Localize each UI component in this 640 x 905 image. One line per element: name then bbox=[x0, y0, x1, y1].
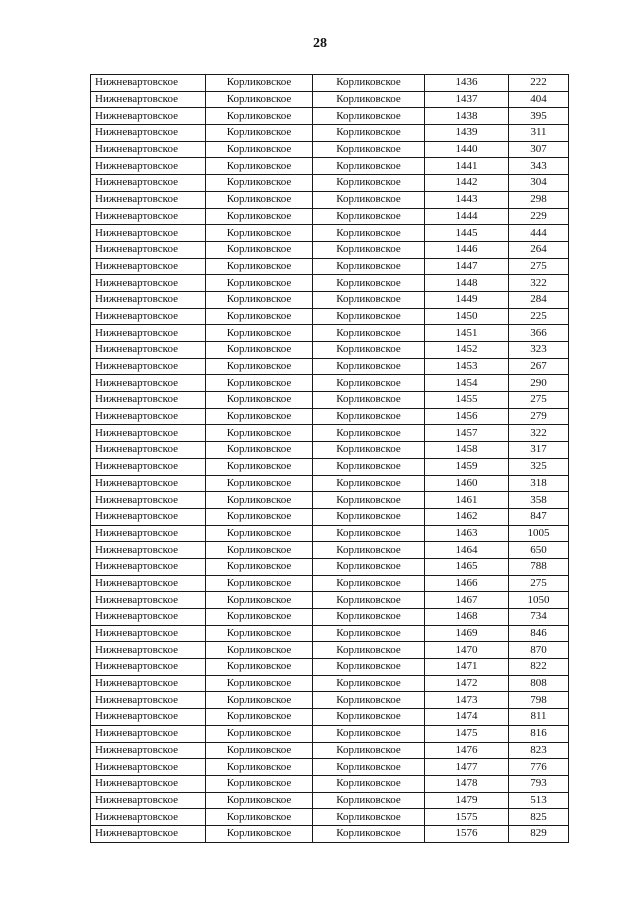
table-row bbox=[91, 458, 569, 475]
value-cell: 395 bbox=[509, 108, 569, 125]
table-row bbox=[91, 575, 569, 592]
table-row bbox=[91, 158, 569, 175]
value-cell: 825 bbox=[509, 809, 569, 826]
well-number-cell: 1467 bbox=[425, 592, 509, 609]
well-number-cell: 1437 bbox=[425, 91, 509, 108]
registry-table bbox=[90, 74, 569, 843]
district-cell: Нижневартовское bbox=[91, 825, 206, 842]
license-area-cell: Корликовское bbox=[206, 809, 313, 826]
district-cell: Нижневартовское bbox=[91, 458, 206, 475]
field-cell: Корликовское bbox=[313, 141, 425, 158]
table-row bbox=[91, 709, 569, 726]
value-cell: 304 bbox=[509, 175, 569, 192]
well-number-cell: 1575 bbox=[425, 809, 509, 826]
value-cell: 366 bbox=[509, 325, 569, 342]
field-cell: Корликовское bbox=[313, 158, 425, 175]
field-cell: Корликовское bbox=[313, 725, 425, 742]
district-cell: Нижневартовское bbox=[91, 241, 206, 258]
district-cell: Нижневартовское bbox=[91, 508, 206, 525]
table-row bbox=[91, 275, 569, 292]
table-row bbox=[91, 625, 569, 642]
district-cell: Нижневартовское bbox=[91, 492, 206, 509]
field-cell: Корликовское bbox=[313, 91, 425, 108]
well-number-cell: 1447 bbox=[425, 258, 509, 275]
field-cell: Корликовское bbox=[313, 291, 425, 308]
district-cell: Нижневартовское bbox=[91, 291, 206, 308]
value-cell: 811 bbox=[509, 709, 569, 726]
well-number-cell: 1436 bbox=[425, 75, 509, 92]
value-cell: 513 bbox=[509, 792, 569, 809]
license-area-cell: Корликовское bbox=[206, 525, 313, 542]
field-cell: Корликовское bbox=[313, 692, 425, 709]
well-number-cell: 1468 bbox=[425, 609, 509, 626]
field-cell: Корликовское bbox=[313, 825, 425, 842]
license-area-cell: Корликовское bbox=[206, 225, 313, 242]
license-area-cell: Корликовское bbox=[206, 408, 313, 425]
license-area-cell: Корликовское bbox=[206, 825, 313, 842]
field-cell: Корликовское bbox=[313, 592, 425, 609]
value-cell: 846 bbox=[509, 625, 569, 642]
license-area-cell: Корликовское bbox=[206, 258, 313, 275]
value-cell: 222 bbox=[509, 75, 569, 92]
district-cell: Нижневартовское bbox=[91, 208, 206, 225]
well-number-cell: 1475 bbox=[425, 725, 509, 742]
well-number-cell: 1446 bbox=[425, 241, 509, 258]
license-area-cell: Корликовское bbox=[206, 792, 313, 809]
license-area-cell: Корликовское bbox=[206, 108, 313, 125]
value-cell: 298 bbox=[509, 191, 569, 208]
value-cell: 847 bbox=[509, 508, 569, 525]
value-cell: 776 bbox=[509, 759, 569, 776]
district-cell: Нижневартовское bbox=[91, 692, 206, 709]
district-cell: Нижневартовское bbox=[91, 375, 206, 392]
value-cell: 323 bbox=[509, 342, 569, 359]
well-number-cell: 1453 bbox=[425, 358, 509, 375]
license-area-cell: Корликовское bbox=[206, 125, 313, 142]
table-row bbox=[91, 558, 569, 575]
district-cell: Нижневартовское bbox=[91, 442, 206, 459]
district-cell: Нижневартовское bbox=[91, 542, 206, 559]
table-row bbox=[91, 208, 569, 225]
table-row bbox=[91, 675, 569, 692]
table-row bbox=[91, 291, 569, 308]
field-cell: Корликовское bbox=[313, 208, 425, 225]
value-cell: 275 bbox=[509, 575, 569, 592]
license-area-cell: Корликовское bbox=[206, 558, 313, 575]
well-number-cell: 1439 bbox=[425, 125, 509, 142]
district-cell: Нижневартовское bbox=[91, 742, 206, 759]
table-row bbox=[91, 442, 569, 459]
district-cell: Нижневартовское bbox=[91, 75, 206, 92]
well-number-cell: 1456 bbox=[425, 408, 509, 425]
district-cell: Нижневартовское bbox=[91, 191, 206, 208]
field-cell: Корликовское bbox=[313, 175, 425, 192]
district-cell: Нижневартовское bbox=[91, 792, 206, 809]
district-cell: Нижневартовское bbox=[91, 725, 206, 742]
field-cell: Корликовское bbox=[313, 525, 425, 542]
value-cell: 734 bbox=[509, 609, 569, 626]
license-area-cell: Корликовское bbox=[206, 358, 313, 375]
value-cell: 229 bbox=[509, 208, 569, 225]
license-area-cell: Корликовское bbox=[206, 625, 313, 642]
field-cell: Корликовское bbox=[313, 258, 425, 275]
license-area-cell: Корликовское bbox=[206, 492, 313, 509]
license-area-cell: Корликовское bbox=[206, 692, 313, 709]
field-cell: Корликовское bbox=[313, 125, 425, 142]
table-row bbox=[91, 792, 569, 809]
table-row bbox=[91, 342, 569, 359]
license-area-cell: Корликовское bbox=[206, 609, 313, 626]
district-cell: Нижневартовское bbox=[91, 91, 206, 108]
value-cell: 318 bbox=[509, 475, 569, 492]
district-cell: Нижневартовское bbox=[91, 609, 206, 626]
well-number-cell: 1463 bbox=[425, 525, 509, 542]
table-row bbox=[91, 91, 569, 108]
well-number-cell: 1471 bbox=[425, 659, 509, 676]
district-cell: Нижневартовское bbox=[91, 308, 206, 325]
well-number-cell: 1576 bbox=[425, 825, 509, 842]
table-row bbox=[91, 191, 569, 208]
value-cell: 267 bbox=[509, 358, 569, 375]
district-cell: Нижневартовское bbox=[91, 575, 206, 592]
district-cell: Нижневартовское bbox=[91, 158, 206, 175]
license-area-cell: Корликовское bbox=[206, 291, 313, 308]
license-area-cell: Корликовское bbox=[206, 458, 313, 475]
table-row bbox=[91, 542, 569, 559]
license-area-cell: Корликовское bbox=[206, 308, 313, 325]
license-area-cell: Корликовское bbox=[206, 575, 313, 592]
table-body bbox=[91, 75, 569, 843]
well-number-cell: 1455 bbox=[425, 392, 509, 409]
district-cell: Нижневартовское bbox=[91, 342, 206, 359]
well-number-cell: 1457 bbox=[425, 425, 509, 442]
value-cell: 808 bbox=[509, 675, 569, 692]
table-row bbox=[91, 258, 569, 275]
well-number-cell: 1460 bbox=[425, 475, 509, 492]
license-area-cell: Корликовское bbox=[206, 392, 313, 409]
table-row bbox=[91, 175, 569, 192]
table-row bbox=[91, 592, 569, 609]
license-area-cell: Корликовское bbox=[206, 208, 313, 225]
well-number-cell: 1476 bbox=[425, 742, 509, 759]
value-cell: 343 bbox=[509, 158, 569, 175]
value-cell: 823 bbox=[509, 742, 569, 759]
table-row bbox=[91, 241, 569, 258]
field-cell: Корликовское bbox=[313, 375, 425, 392]
well-number-cell: 1469 bbox=[425, 625, 509, 642]
field-cell: Корликовское bbox=[313, 75, 425, 92]
well-number-cell: 1478 bbox=[425, 775, 509, 792]
license-area-cell: Корликовское bbox=[206, 75, 313, 92]
license-area-cell: Корликовское bbox=[206, 175, 313, 192]
table-row bbox=[91, 492, 569, 509]
well-number-cell: 1444 bbox=[425, 208, 509, 225]
license-area-cell: Корликовское bbox=[206, 241, 313, 258]
district-cell: Нижневартовское bbox=[91, 425, 206, 442]
field-cell: Корликовское bbox=[313, 675, 425, 692]
district-cell: Нижневартовское bbox=[91, 392, 206, 409]
value-cell: 1005 bbox=[509, 525, 569, 542]
field-cell: Корликовское bbox=[313, 775, 425, 792]
table-row bbox=[91, 392, 569, 409]
well-number-cell: 1445 bbox=[425, 225, 509, 242]
well-number-cell: 1466 bbox=[425, 575, 509, 592]
value-cell: 822 bbox=[509, 659, 569, 676]
license-area-cell: Корликовское bbox=[206, 742, 313, 759]
table-row bbox=[91, 375, 569, 392]
field-cell: Корликовское bbox=[313, 659, 425, 676]
value-cell: 284 bbox=[509, 291, 569, 308]
license-area-cell: Корликовское bbox=[206, 542, 313, 559]
district-cell: Нижневартовское bbox=[91, 659, 206, 676]
field-cell: Корликовское bbox=[313, 492, 425, 509]
field-cell: Корликовское bbox=[313, 408, 425, 425]
license-area-cell: Корликовское bbox=[206, 275, 313, 292]
license-area-cell: Корликовское bbox=[206, 342, 313, 359]
well-number-cell: 1443 bbox=[425, 191, 509, 208]
well-number-cell: 1462 bbox=[425, 508, 509, 525]
district-cell: Нижневартовское bbox=[91, 325, 206, 342]
field-cell: Корликовское bbox=[313, 325, 425, 342]
table-row bbox=[91, 308, 569, 325]
field-cell: Корликовское bbox=[313, 108, 425, 125]
license-area-cell: Корликовское bbox=[206, 642, 313, 659]
field-cell: Корликовское bbox=[313, 625, 425, 642]
well-number-cell: 1442 bbox=[425, 175, 509, 192]
field-cell: Корликовское bbox=[313, 458, 425, 475]
table-row bbox=[91, 108, 569, 125]
field-cell: Корликовское bbox=[313, 275, 425, 292]
district-cell: Нижневартовское bbox=[91, 408, 206, 425]
field-cell: Корликовское bbox=[313, 742, 425, 759]
license-area-cell: Корликовское bbox=[206, 759, 313, 776]
well-number-cell: 1441 bbox=[425, 158, 509, 175]
district-cell: Нижневартовское bbox=[91, 475, 206, 492]
table-row bbox=[91, 692, 569, 709]
value-cell: 317 bbox=[509, 442, 569, 459]
district-cell: Нижневартовское bbox=[91, 625, 206, 642]
well-number-cell: 1452 bbox=[425, 342, 509, 359]
license-area-cell: Корликовское bbox=[206, 141, 313, 158]
well-number-cell: 1464 bbox=[425, 542, 509, 559]
district-cell: Нижневартовское bbox=[91, 558, 206, 575]
field-cell: Корликовское bbox=[313, 475, 425, 492]
license-area-cell: Корликовское bbox=[206, 191, 313, 208]
license-area-cell: Корликовское bbox=[206, 659, 313, 676]
table-row bbox=[91, 742, 569, 759]
table-row bbox=[91, 325, 569, 342]
field-cell: Корликовское bbox=[313, 809, 425, 826]
well-number-cell: 1448 bbox=[425, 275, 509, 292]
table-row bbox=[91, 642, 569, 659]
district-cell: Нижневартовское bbox=[91, 592, 206, 609]
district-cell: Нижневартовское bbox=[91, 358, 206, 375]
value-cell: 307 bbox=[509, 141, 569, 158]
value-cell: 650 bbox=[509, 542, 569, 559]
license-area-cell: Корликовское bbox=[206, 709, 313, 726]
district-cell: Нижневартовское bbox=[91, 775, 206, 792]
page-number: 28 bbox=[313, 36, 327, 51]
value-cell: 279 bbox=[509, 408, 569, 425]
table-row bbox=[91, 809, 569, 826]
district-cell: Нижневартовское bbox=[91, 275, 206, 292]
well-number-cell: 1473 bbox=[425, 692, 509, 709]
district-cell: Нижневартовское bbox=[91, 709, 206, 726]
field-cell: Корликовское bbox=[313, 358, 425, 375]
value-cell: 1050 bbox=[509, 592, 569, 609]
table-row bbox=[91, 225, 569, 242]
well-number-cell: 1454 bbox=[425, 375, 509, 392]
table-row bbox=[91, 125, 569, 142]
well-number-cell: 1449 bbox=[425, 291, 509, 308]
table-row bbox=[91, 525, 569, 542]
field-cell: Корликовское bbox=[313, 191, 425, 208]
district-cell: Нижневартовское bbox=[91, 809, 206, 826]
district-cell: Нижневартовское bbox=[91, 525, 206, 542]
field-cell: Корликовское bbox=[313, 759, 425, 776]
table-row bbox=[91, 408, 569, 425]
value-cell: 264 bbox=[509, 241, 569, 258]
table-row bbox=[91, 141, 569, 158]
well-number-cell: 1450 bbox=[425, 308, 509, 325]
well-number-cell: 1458 bbox=[425, 442, 509, 459]
license-area-cell: Корликовское bbox=[206, 91, 313, 108]
district-cell: Нижневартовское bbox=[91, 225, 206, 242]
table-row bbox=[91, 775, 569, 792]
table-row bbox=[91, 759, 569, 776]
license-area-cell: Корликовское bbox=[206, 725, 313, 742]
well-number-cell: 1479 bbox=[425, 792, 509, 809]
field-cell: Корликовское bbox=[313, 392, 425, 409]
well-number-cell: 1451 bbox=[425, 325, 509, 342]
field-cell: Корликовское bbox=[313, 241, 425, 258]
table-row bbox=[91, 609, 569, 626]
value-cell: 275 bbox=[509, 258, 569, 275]
field-cell: Корликовское bbox=[313, 425, 425, 442]
field-cell: Корликовское bbox=[313, 342, 425, 359]
district-cell: Нижневартовское bbox=[91, 258, 206, 275]
value-cell: 870 bbox=[509, 642, 569, 659]
district-cell: Нижневартовское bbox=[91, 642, 206, 659]
field-cell: Корликовское bbox=[313, 442, 425, 459]
well-number-cell: 1459 bbox=[425, 458, 509, 475]
value-cell: 290 bbox=[509, 375, 569, 392]
license-area-cell: Корликовское bbox=[206, 475, 313, 492]
well-number-cell: 1438 bbox=[425, 108, 509, 125]
field-cell: Корликовское bbox=[313, 642, 425, 659]
value-cell: 793 bbox=[509, 775, 569, 792]
field-cell: Корликовское bbox=[313, 792, 425, 809]
well-number-cell: 1472 bbox=[425, 675, 509, 692]
license-area-cell: Корликовское bbox=[206, 592, 313, 609]
value-cell: 322 bbox=[509, 425, 569, 442]
district-cell: Нижневартовское bbox=[91, 759, 206, 776]
well-number-cell: 1474 bbox=[425, 709, 509, 726]
field-cell: Корликовское bbox=[313, 575, 425, 592]
district-cell: Нижневартовское bbox=[91, 675, 206, 692]
field-cell: Корликовское bbox=[313, 609, 425, 626]
table-row bbox=[91, 75, 569, 92]
well-number-cell: 1477 bbox=[425, 759, 509, 776]
district-cell: Нижневартовское bbox=[91, 125, 206, 142]
table-row bbox=[91, 425, 569, 442]
value-cell: 358 bbox=[509, 492, 569, 509]
license-area-cell: Корликовское bbox=[206, 425, 313, 442]
license-area-cell: Корликовское bbox=[206, 442, 313, 459]
well-number-cell: 1470 bbox=[425, 642, 509, 659]
value-cell: 816 bbox=[509, 725, 569, 742]
district-cell: Нижневартовское bbox=[91, 175, 206, 192]
table-row bbox=[91, 725, 569, 742]
value-cell: 788 bbox=[509, 558, 569, 575]
value-cell: 225 bbox=[509, 308, 569, 325]
field-cell: Корликовское bbox=[313, 225, 425, 242]
well-number-cell: 1461 bbox=[425, 492, 509, 509]
value-cell: 444 bbox=[509, 225, 569, 242]
district-cell: Нижневартовское bbox=[91, 108, 206, 125]
license-area-cell: Корликовское bbox=[206, 508, 313, 525]
field-cell: Корликовское bbox=[313, 558, 425, 575]
field-cell: Корликовское bbox=[313, 709, 425, 726]
value-cell: 325 bbox=[509, 458, 569, 475]
value-cell: 829 bbox=[509, 825, 569, 842]
license-area-cell: Корликовское bbox=[206, 675, 313, 692]
value-cell: 404 bbox=[509, 91, 569, 108]
table-row bbox=[91, 358, 569, 375]
license-area-cell: Корликовское bbox=[206, 775, 313, 792]
field-cell: Корликовское bbox=[313, 542, 425, 559]
value-cell: 798 bbox=[509, 692, 569, 709]
license-area-cell: Корликовское bbox=[206, 325, 313, 342]
table-row bbox=[91, 475, 569, 492]
value-cell: 322 bbox=[509, 275, 569, 292]
district-cell: Нижневартовское bbox=[91, 141, 206, 158]
field-cell: Корликовское bbox=[313, 508, 425, 525]
value-cell: 311 bbox=[509, 125, 569, 142]
field-cell: Корликовское bbox=[313, 308, 425, 325]
well-number-cell: 1465 bbox=[425, 558, 509, 575]
well-number-cell: 1440 bbox=[425, 141, 509, 158]
table-row bbox=[91, 659, 569, 676]
license-area-cell: Корликовское bbox=[206, 158, 313, 175]
table-row bbox=[91, 508, 569, 525]
license-area-cell: Корликовское bbox=[206, 375, 313, 392]
table-row bbox=[91, 825, 569, 842]
value-cell: 275 bbox=[509, 392, 569, 409]
